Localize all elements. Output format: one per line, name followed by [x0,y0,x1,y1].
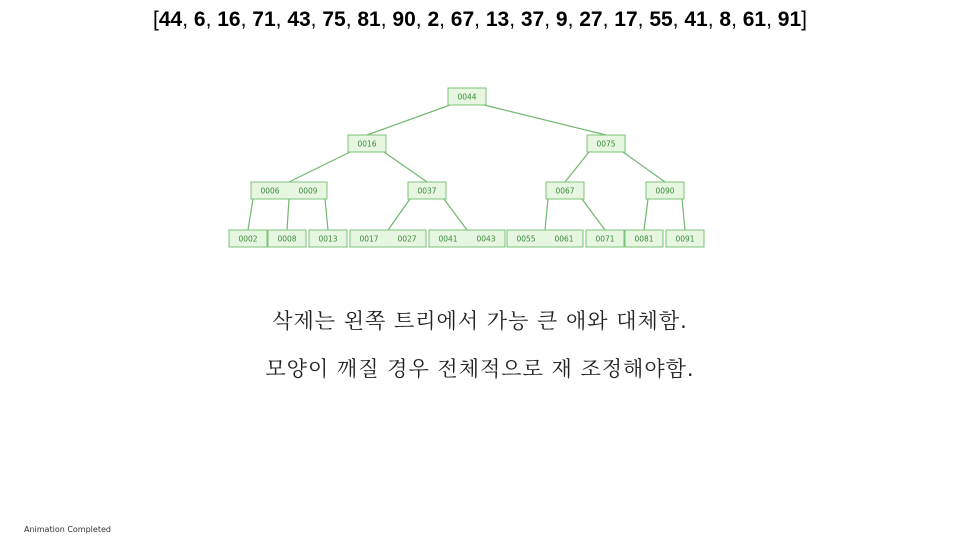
sequence-value: 90 [392,8,416,31]
sequence-separator: , [345,8,358,31]
btree-leaf-node [429,230,505,247]
btree-node [587,135,625,152]
sequence-value: 9 [555,8,568,31]
tree-edge [623,152,665,182]
node-key: 0091 [675,234,695,244]
node-key: 0008 [277,234,297,244]
node-key: 0043 [476,234,496,244]
tree-edge [367,105,450,135]
tree-edge [682,199,685,230]
note-deletion: 삭제는 왼쪽 트리에서 가능 큰 애와 대체함. [272,309,688,333]
btree-node [646,182,684,199]
node-key: 0041 [438,234,458,244]
sequence-separator: , [707,8,720,31]
sequence-separator: , [731,8,743,31]
bracket-open: [ [153,8,159,31]
node-key: 0016 [357,139,377,149]
nodes [229,88,704,247]
sequence-separator: , [205,8,218,31]
tree-edge [388,199,410,230]
tree-edge [565,152,589,182]
sequence-value: 13 [485,8,510,31]
sequence-separator: , [380,8,393,31]
sequence-value: 8 [719,8,732,31]
sequence-value: 67 [450,8,475,31]
tree-edge [545,199,548,230]
btree-node [546,182,584,199]
node-key: 0075 [596,139,616,149]
node-key: 0013 [318,234,338,244]
sequence-separator: , [766,8,778,31]
sequence-separator: , [474,8,486,31]
tree-edge [289,152,350,182]
sequence-value: 2 [427,8,440,31]
sequence-value: 75 [322,8,346,31]
node-key: 0081 [634,234,654,244]
sequence-value: 61 [742,8,767,31]
btree-leaf-node [268,230,306,247]
btree-leaf-node [625,230,663,247]
sequence-separator: , [567,8,580,31]
sequence-value: 41 [684,8,708,31]
node-key: 0006 [260,186,280,196]
animation-status: Animation Completed [24,525,111,534]
sequence-value: 44 [158,8,183,31]
sequence-separator: , [240,8,253,31]
btree-leaf-node [586,230,624,247]
sequence-separator: , [439,8,451,31]
btree-node [348,135,386,152]
btree-leaf-node [350,230,426,247]
tree-edge [444,199,467,230]
btree-node [251,182,327,199]
node-key: 0002 [238,234,258,244]
node-key: 0067 [555,186,575,196]
sequence-separator: , [509,8,521,31]
btree-leaf-node [309,230,347,247]
sequence-separator: , [182,8,194,31]
node-key: 0090 [655,186,675,196]
tree-edge [248,199,253,230]
btree-leaf-node [229,230,267,247]
node-key: 0055 [516,234,536,244]
node-key: 0037 [417,186,437,196]
btree-node [448,88,486,105]
sequence-separator: , [415,8,428,31]
sequence-value: 55 [649,8,673,31]
sequence-value: 43 [287,8,311,31]
tree-edge [484,105,606,135]
tree-edge [325,199,328,230]
sequence-value: 81 [357,8,381,31]
sequence-separator: , [310,8,323,31]
btree-node [408,182,446,199]
sequence-value: 71 [252,8,276,31]
btree-leaf-node [507,230,583,247]
tree-edge [582,199,605,230]
sequence-value: 91 [777,8,802,31]
node-key: 0071 [595,234,615,244]
sequence-value: 6 [193,8,206,31]
tree-edge [644,199,648,230]
sequence-separator: , [637,8,650,31]
sequence-separator: , [672,8,685,31]
node-key: 0061 [554,234,574,244]
note-rebalance: 모양이 깨질 경우 전체적으로 재 조정해야함. [265,357,695,381]
tree-edge [287,199,289,230]
edges [248,105,685,230]
sequence-value: 16 [217,8,241,31]
node-key: 0009 [298,186,318,196]
node-key: 0027 [397,234,417,244]
bracket-close: ] [801,8,807,31]
sequence-value: 27 [579,8,603,31]
btree-leaf-node [666,230,704,247]
sequence-separator: , [275,8,288,31]
node-key: 0017 [359,234,379,244]
sequence-value: 37 [520,8,545,31]
sequence-separator: , [602,8,615,31]
sequence-separator: , [544,8,556,31]
node-key: 0044 [457,92,477,102]
sequence-value: 17 [614,8,638,31]
tree-edge [384,152,427,182]
